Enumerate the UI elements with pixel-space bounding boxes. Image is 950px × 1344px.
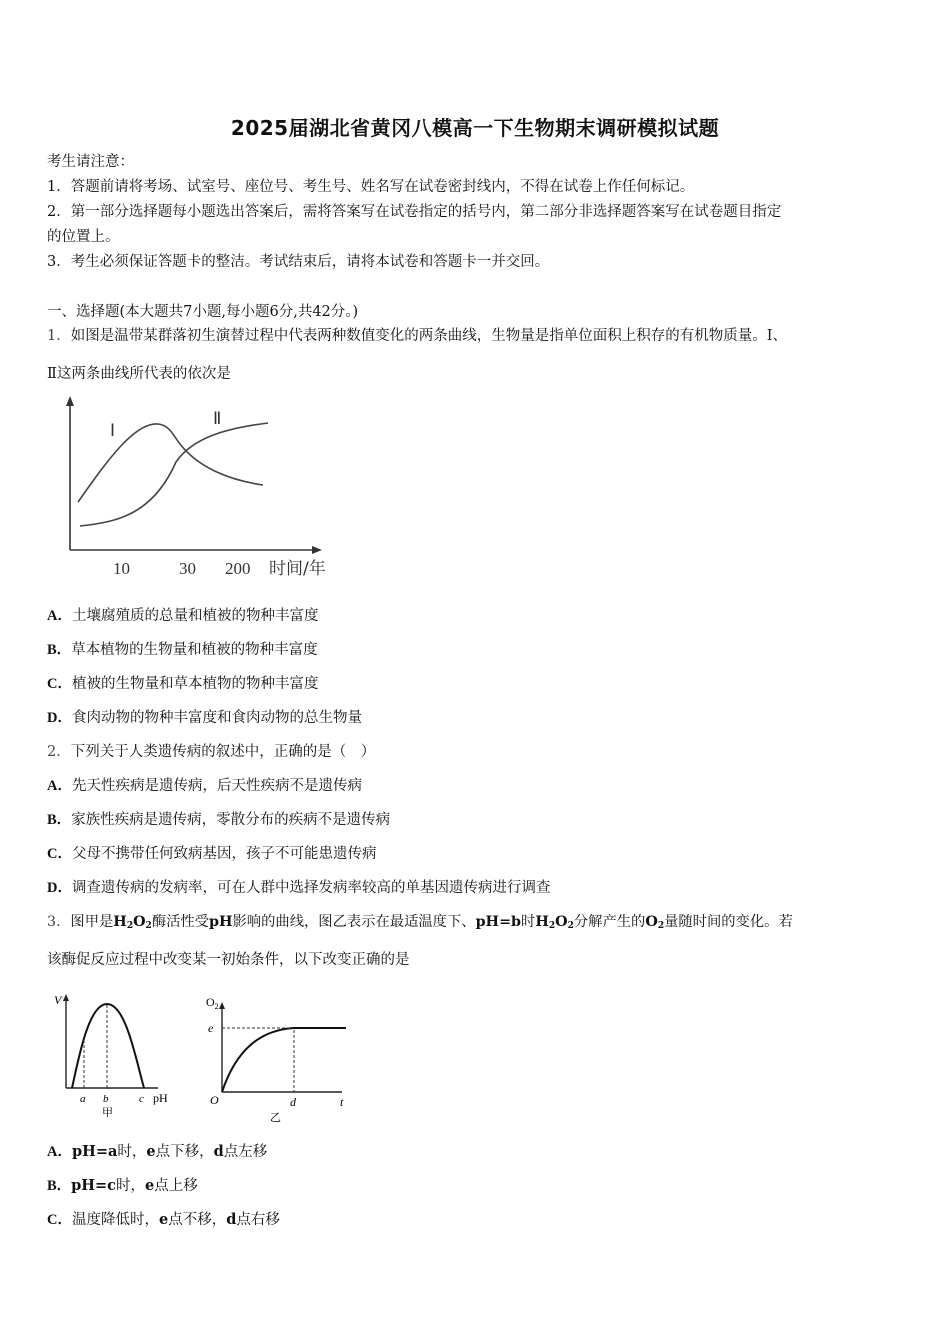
q3-option-a-tail: 点左移 (223, 1144, 268, 1160)
q1-option-c-letter: C． (47, 676, 72, 692)
yi-y-label-sub: 2 (214, 1002, 219, 1011)
notice-heading: 考生请注意： (47, 154, 134, 170)
page-title: 2025届湖北省黄冈八模高一下生物期末调研模拟试题 (230, 116, 720, 140)
q1-stem (47, 326, 907, 346)
q2-option-b-text: 家族性疾病是遗传病，零散分布的疾病不是遗传病 (71, 812, 391, 828)
q1-option-b (47, 640, 907, 660)
notice-item-2: 2．第一部分选择题每小题选出答案后，需将答案写在试卷指定的括号内，第二部分非选择题答案写在试卷题目指定 (47, 204, 782, 220)
q3-option-b-mid2: 点上移 (154, 1178, 198, 1194)
q3-h2o2-2-sub1: 2 (548, 921, 556, 931)
q3-h2o2-1-h: H (113, 914, 127, 930)
q3-stem-p1: 图甲是 (70, 914, 114, 930)
q3-h2o2-1-sub2: 2 (145, 921, 152, 931)
q3-option-b-letter: B． (47, 1178, 72, 1194)
q3-stem-p5: 分解产生的 (573, 914, 646, 930)
q1-x-axis-label: 时间/年 (269, 559, 326, 579)
q1-option-a-text: 土壤腐殖质的总量和植被的物种丰富度 (71, 608, 319, 624)
q3-h2o2-1 (113, 914, 152, 930)
q3-h2o2-1-o: O (133, 914, 146, 930)
q2-option-c (47, 844, 907, 864)
q2-option-d (47, 878, 907, 898)
q2-option-d-letter: D． (47, 880, 72, 896)
q3-option-a-e: e (146, 1143, 156, 1160)
q3-option-a-ph: pH=a (71, 1143, 118, 1160)
q3-option-b-e: e (145, 1177, 155, 1194)
q3-figure-yi (200, 990, 360, 1125)
q3-stem-line2: 该酶促反应过程中改变某一初始条件，以下改变正确的是 (47, 952, 410, 968)
q3-option-c-tail: 点右移 (236, 1212, 280, 1228)
q3-ph-b: pH=b (475, 914, 522, 930)
q3-number: 3． (47, 914, 71, 930)
q3-option-c (47, 1210, 907, 1230)
q3-h2o2-2-o: O (555, 914, 568, 930)
q3-o2 (645, 914, 664, 930)
q3-option-a (47, 1142, 907, 1162)
q3-stem-p6: 量随时间的变化。若 (664, 914, 793, 930)
q1-succession-chart (58, 392, 358, 582)
notice-item-3: 3．考生必须保证答题卡的整洁。考试结束后，请将本试卷和答题卡一并交回。 (47, 254, 550, 270)
yi-origin-label: O (210, 1093, 219, 1107)
q3-option-c-letter: C． (47, 1212, 72, 1228)
q1-number: 1． (47, 328, 71, 344)
q1-stem-line1: 如图是温带某群落初生演替过程中代表两种数值变化的两条曲线，生物量是指单位面积上积存的有机物质量。Ⅰ、 (70, 328, 787, 344)
q3-figure-jia (50, 990, 190, 1120)
q3-h2o2-2-h: H (535, 914, 549, 930)
yi-d-label: d (290, 1095, 296, 1109)
q1-curve-1 (78, 424, 263, 502)
q2-option-b (47, 810, 907, 830)
q1-option-b-letter: B． (47, 642, 72, 658)
q1-option-d-text: 食肉动物的物种丰富度和食肉动物的总生物量 (71, 710, 362, 726)
q1-option-c (47, 674, 907, 694)
q1-y-arrow (66, 396, 74, 406)
q1-curve-label-2: Ⅱ (213, 409, 222, 428)
notice-item-2-cont: 的位置上。 (47, 229, 120, 245)
jia-tick-b: b (103, 1093, 109, 1105)
yi-e-label: e (208, 1021, 214, 1035)
q3-ph: pH (209, 914, 233, 930)
q3-option-c-mid2: 点不移， (168, 1212, 227, 1228)
q3-option-a-mid1: 时， (117, 1144, 147, 1160)
q1-option-b-text: 草本植物的生物量和植被的物种丰富度 (71, 642, 318, 658)
q3-stem-p4: 时 (521, 914, 536, 930)
jia-curve (72, 1004, 144, 1088)
q3-h2o2-1-sub1: 2 (126, 921, 134, 931)
q3-option-c-d: d (226, 1211, 237, 1228)
q1-x-tick-10: 10 (113, 559, 130, 578)
q3-option-c-e: e (158, 1211, 169, 1228)
q3-h2o2-2-sub2: 2 (567, 921, 574, 931)
q2-stem (47, 742, 907, 762)
q3-h2o2-2 (535, 914, 574, 930)
jia-tick-c: c (139, 1093, 144, 1105)
q2-option-b-letter: B． (47, 812, 72, 828)
q1-option-a (47, 606, 907, 626)
jia-tick-a: a (80, 1093, 86, 1105)
jia-x-label: pH (153, 1091, 168, 1105)
yi-y-label-o: O (206, 995, 215, 1009)
q2-option-a-letter: A． (47, 778, 72, 794)
q3-stem-p3: 影响的曲线，图乙表示在最适温度下、 (232, 914, 476, 930)
notice-item-1: 1．答题前请将考场、试室号、座位号、考生号、姓名写在试卷密封线内，不得在试卷上作任何标记。 (47, 179, 695, 195)
q3-option-a-letter: A． (47, 1144, 72, 1160)
q2-option-c-letter: C． (47, 846, 72, 862)
q3-o2-o: O (645, 914, 658, 930)
q1-option-c-text: 植被的生物量和草本植物的物种丰富度 (71, 676, 319, 692)
q3-option-b-ph: pH=c (71, 1177, 116, 1194)
q3-option-b-mid1: 时， (116, 1178, 145, 1194)
q3-o2-sub: 2 (657, 921, 665, 931)
q2-stem-text: 下列关于人类遗传病的叙述中，正确的是（ ） (70, 744, 376, 760)
q3-option-a-mid2: 点下移， (155, 1144, 214, 1160)
q1-curve-2 (80, 423, 268, 526)
q1-option-a-letter: A． (47, 608, 72, 624)
q3-option-c-mid1: 温度降低时， (71, 1212, 159, 1228)
q2-option-c-text: 父母不携带任何致病基因，孩子不可能患遗传病 (71, 846, 377, 862)
jia-y-arrow (63, 994, 69, 1001)
jia-y-label: V (54, 993, 62, 1007)
yi-t-label: t (340, 1095, 344, 1109)
q1-curve-label-1: Ⅰ (110, 421, 116, 440)
q1-option-d (47, 708, 907, 728)
yi-caption: 乙 (270, 1111, 281, 1124)
q3-stem-p2: 酶活性受 (151, 914, 209, 930)
q2-number: 2． (47, 744, 71, 760)
q1-x-arrow (312, 546, 322, 554)
section-heading: 一、选择题(本大题共7小题,每小题6分,共42分。) (47, 304, 359, 320)
jia-caption: 甲 (102, 1106, 113, 1119)
q1-x-tick-200: 200 (225, 559, 251, 578)
q2-option-d-text: 调查遗传病的发病率，可在人群中选择发病率较高的单基因遗传病进行调查 (71, 880, 551, 896)
q3-option-a-d: d (213, 1143, 224, 1160)
q3-option-b (47, 1176, 907, 1196)
yi-y-arrow (219, 1002, 225, 1009)
q1-x-tick-30: 30 (179, 559, 196, 578)
q3-stem (47, 912, 907, 936)
yi-y-label (206, 995, 219, 1011)
q1-option-d-letter: D． (47, 710, 72, 726)
q2-option-a-text: 先天性疾病是遗传病，后天性疾病不是遗传病 (71, 778, 362, 794)
q2-option-a (47, 776, 907, 796)
yi-curve (222, 1028, 346, 1092)
q1-stem-line2: Ⅱ这两条曲线所代表的依次是 (47, 366, 231, 382)
